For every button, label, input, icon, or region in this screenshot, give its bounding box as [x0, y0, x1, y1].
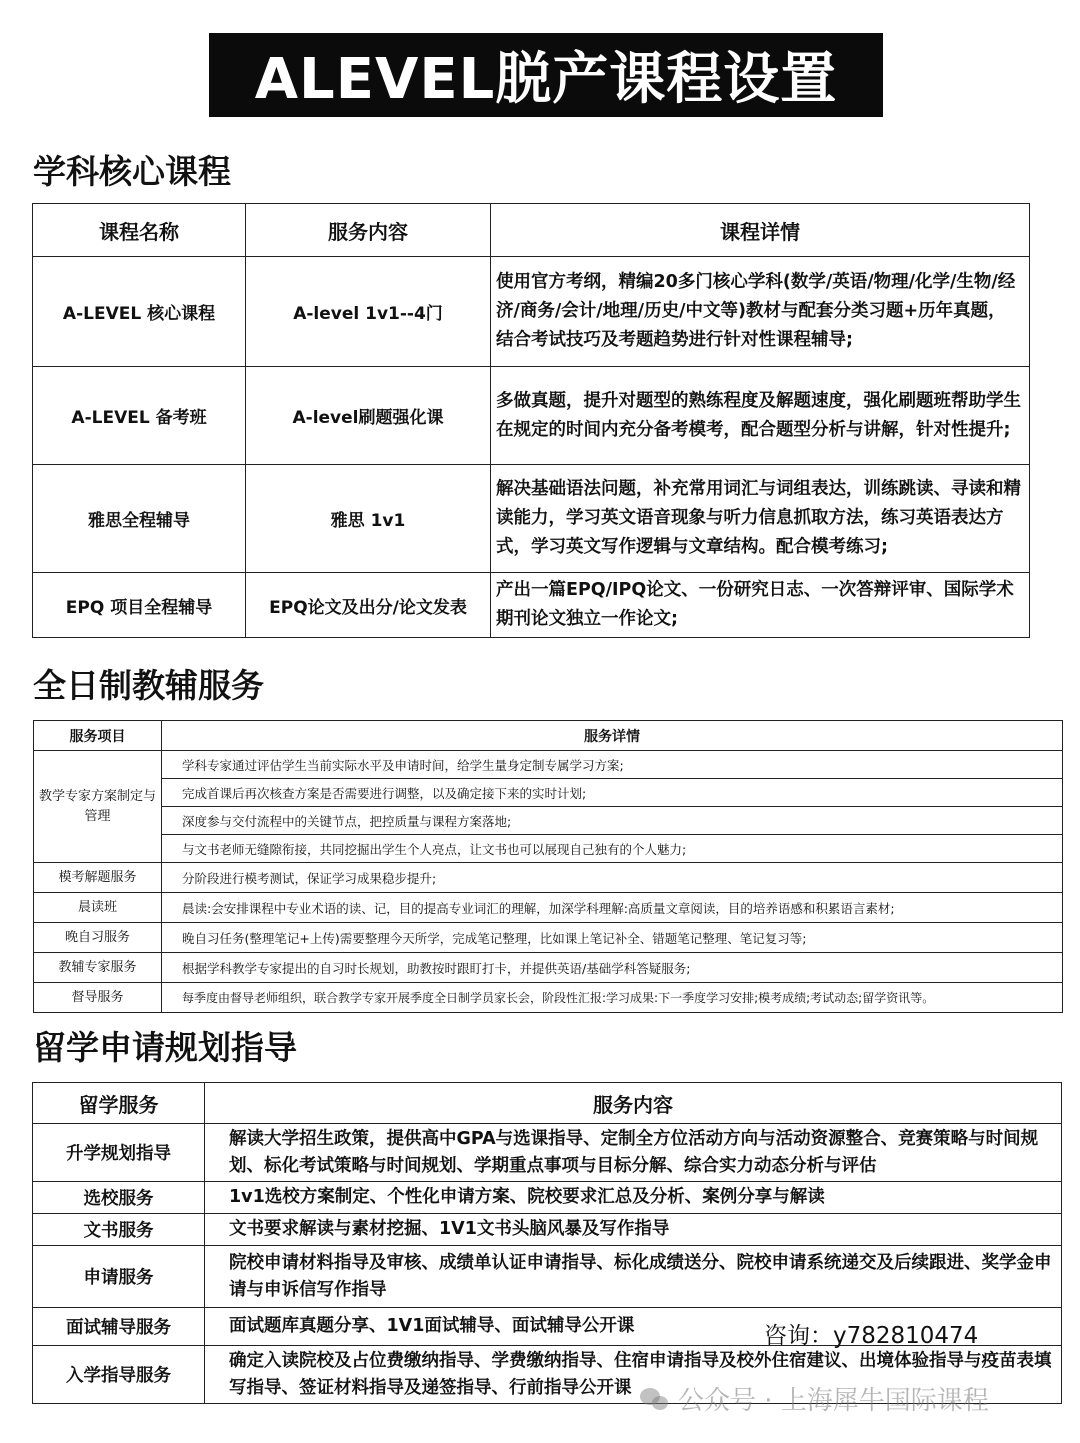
course-name-cell: A-LEVEL 备考班 [33, 367, 246, 465]
detail-cell: 院校申请材料指导及审核、成绩单认证申请指导、标化成绩送分、院校申请系统递交及后续跟进、奖学金申请与申诉信写作指导 [205, 1246, 1062, 1308]
table-row [33, 367, 1030, 465]
column-header: 课程详情 [491, 204, 1030, 257]
column-header: 课程名称 [33, 204, 246, 257]
service-cell: EPQ论文及出分/论文发表 [246, 573, 491, 638]
detail-cell: 学科专家通过评估学生当前实际水平及申请时间，给学生量身定制专属学习方案; [162, 751, 1063, 779]
detail-cell: 晚自习任务(整理笔记+上传)需要整理今天所学，完成笔记整理，比如课上笔记补全、错题笔记整理、笔记复习等; [162, 923, 1063, 953]
service-name-cell: 升学规划指导 [33, 1124, 205, 1182]
detail-cell: 深度参与交付流程中的关键节点，把控质量与课程方案落地; [162, 807, 1063, 835]
table-row [34, 923, 1063, 953]
detail-cell: 面试题库真题分享、1V1面试辅导、面试辅导公开课 [205, 1308, 1062, 1346]
detail-cell: 根据学科教学专家提出的自习时长规划，助教按时跟盯打卡，并提供英语/基础学科答疑服务; [162, 953, 1063, 983]
table-row [33, 465, 1030, 573]
service-item-cell: 晚自习服务 [34, 923, 162, 953]
column-header: 留学服务 [33, 1083, 205, 1124]
table-row [33, 573, 1030, 638]
service-name-cell: 面试辅导服务 [33, 1308, 205, 1346]
table-header-row [34, 721, 1063, 751]
section-title-study-abroad: 留学申请规划指导 [33, 1028, 297, 1067]
wechat-icon [640, 1386, 670, 1412]
detail-cell: 多做真题，提升对题型的熟练程度及解题速度，强化刷题班帮助学生在规定的时间内充分备考模考，配合题型分析与讲解，针对性提升; [491, 367, 1030, 465]
service-name-cell: 申请服务 [33, 1246, 205, 1308]
detail-cell: 产出一篇EPQ/IPQ论文、一份研究日志、一次答辩评审、国际学术期刊论文独立一作论文; [491, 573, 1030, 638]
table-header-row [33, 1083, 1062, 1124]
table-row [34, 807, 1063, 835]
course-name-cell: 雅思全程辅导 [33, 465, 246, 573]
column-header: 服务详情 [162, 721, 1063, 751]
column-header: 服务项目 [34, 721, 162, 751]
table-row [33, 1246, 1062, 1308]
table-header-row [33, 204, 1030, 257]
detail-cell: 分阶段进行模考测试，保证学习成果稳步提升; [162, 863, 1063, 893]
core-courses-table [32, 203, 1030, 638]
table-row [34, 863, 1063, 893]
table-row [33, 257, 1030, 367]
section-title-fulltime-services: 全日制教辅服务 [33, 666, 264, 705]
detail-cell: 解读大学招生政策，提供高中GPA与选课指导、定制全方位活动方向与活动资源整合、竞赛策略与时间规划、标化考试策略与时间规划、学期重点事项与目标分解、综合实力动态分析与评估 [205, 1124, 1062, 1182]
service-item-cell: 模考解题服务 [34, 863, 162, 893]
detail-cell: 文书要求解读与素材挖掘、1V1文书头脑风暴及写作指导 [205, 1214, 1062, 1246]
table-row [33, 1214, 1062, 1246]
service-name-cell: 选校服务 [33, 1182, 205, 1214]
table-row [34, 893, 1063, 923]
banner-title: ALEVEL脱产课程设置 [209, 33, 883, 117]
consult-contact: 咨询：y782810474 [764, 1323, 979, 1349]
detail-cell: 使用官方考纲，精编20多门核心学科(数学/英语/物理/化学/生物/经济/商务/会计/地理/历史/中文等)教材与配套分类习题+历年真题，结合考试技巧及考题趋势进行针对性课程辅导; [491, 257, 1030, 367]
service-name-cell: 入学指导服务 [33, 1346, 205, 1404]
detail-cell: 晨读:会安排课程中专业术语的读、记，目的提高专业词汇的理解，加深学科理解:高质量文章阅读，目的培养语感和积累语言素材; [162, 893, 1063, 923]
detail-cell: 1v1选校方案制定、个性化申请方案、院校要求汇总及分析、案例分享与解读 [205, 1182, 1062, 1214]
watermark [640, 1380, 989, 1417]
table-row [34, 953, 1063, 983]
column-header: 服务内容 [246, 204, 491, 257]
course-name-cell: EPQ 项目全程辅导 [33, 573, 246, 638]
table-row [34, 835, 1063, 863]
table-row [34, 751, 1063, 779]
service-cell: A-level刷题强化课 [246, 367, 491, 465]
service-item-cell: 教辅专家服务 [34, 953, 162, 983]
course-name-cell: A-LEVEL 核心课程 [33, 257, 246, 367]
service-item-cell: 教学专家方案制定与管理 [34, 751, 162, 863]
detail-cell: 与文书老师无缝隙衔接，共同挖掘出学生个人亮点，让文书也可以展现自己独有的个人魅力; [162, 835, 1063, 863]
detail-cell: 确定入读院校及占位费缴纳指导、学费缴纳指导、住宿申请指导及校外住宿建议、出境体验指导与疫苗表填写指导、签证材料指导及递签指导、行前指导公开课 [205, 1346, 1062, 1404]
study-abroad-table [32, 1082, 1062, 1404]
service-item-cell: 晨读班 [34, 893, 162, 923]
service-cell: A-level 1v1--4门 [246, 257, 491, 367]
service-name-cell: 文书服务 [33, 1214, 205, 1246]
table-row [34, 779, 1063, 807]
watermark-text: 公众号 · 上海犀牛国际课程 [678, 1386, 989, 1416]
section-title-core-courses: 学科核心课程 [33, 152, 231, 191]
column-header: 服务内容 [205, 1083, 1062, 1124]
fulltime-services-table [33, 720, 1063, 1013]
service-item-cell: 督导服务 [34, 983, 162, 1013]
table-row [33, 1124, 1062, 1182]
table-row [34, 983, 1063, 1013]
detail-cell: 每季度由督导老师组织，联合教学专家开展季度全日制学员家长会，阶段性汇报:学习成果:下一季度学习安排;模考成绩;考试动态;留学资讯等。 [162, 983, 1063, 1013]
detail-cell: 完成首课后再次核查方案是否需要进行调整，以及确定接下来的实时计划; [162, 779, 1063, 807]
service-cell: 雅思 1v1 [246, 465, 491, 573]
table-row [33, 1182, 1062, 1214]
detail-cell: 解决基础语法问题，补充常用词汇与词组表达，训练跳读、寻读和精读能力，学习英文语音现象与听力信息抓取方法，练习英语表达方式，学习英文写作逻辑与文章结构。配合模考练习; [491, 465, 1030, 573]
